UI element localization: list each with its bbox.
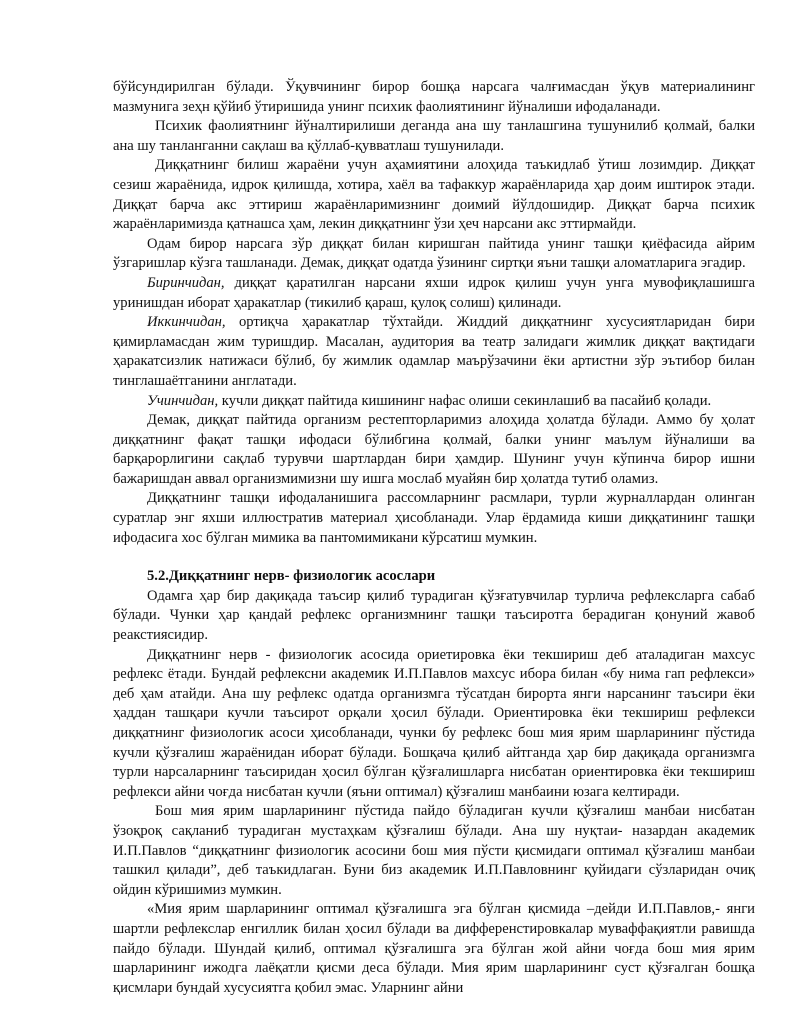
document-body bbox=[113, 78, 755, 998]
paragraph-7-rest: кучли диққат пайтида кишининг нафас олиши секинлашиб ва пасайиб қолади. bbox=[218, 392, 712, 409]
paragraph-1: бўйсундирилган бўлади. Ўқувчининг бирор бошқа нарсага чалғимасдан ўқув материалининг мазмунига зеҳн қўйиб ўтиришида унинг психик фаолиятининг йўналиши ифодаланади. bbox=[113, 79, 755, 115]
paragraph-5-rest: диққат қаратилган нарсани яхши идрок қилиш учун унга мувофиқлашишга уринишдан иборат ҳаракатлар (тикилиб қараш, қулоқ солиш) қилинади. bbox=[113, 274, 755, 311]
paragraph-5 bbox=[113, 274, 755, 313]
paragraph-2: Психик фаолиятнинг йўналтирилиши деганда ана шу танлашгина тушунилиб қолмай, балки ана шу танланганни сақлаш ва қўллаб-қувватлаш тушунилади. bbox=[113, 118, 755, 154]
paragraph-6-lead: Иккинчидан, bbox=[147, 314, 226, 331]
paragraph-8: Демак, диққат пайтида организм рестепторларимиз алоҳида ҳолатда бўлади. Аммо бу ҳолат диққатнинг фақат ташқи ифодаси бўлибгина қолмай, балки унинг маълум йўналиши ва барқарорлигини сақлаб турувчи шартлардан бири ҳамдир. Шунинг учун кўпинча бирор ишни бажаришдан аввал организмимизни шу ишга мослаб муайян бир ҳолатда тутиб оламиз. bbox=[113, 412, 755, 487]
paragraph-9: Диққатнинг ташқи ифодаланишига рассомларнинг расмлари, турли журналлардан олинган суратлар энг яхши иллюстратив материал ҳисобланади. Улар ёрдамида киши диққатининг ташқи ифодасига хос бўлган мимика ва пантомимикани кўрсатиш мумкин. bbox=[113, 490, 755, 546]
paragraph-7 bbox=[113, 392, 755, 412]
paragraph-10: Одамга ҳар бир дақиқада таъсир қилиб турадиган қўзғатувчилар турлича рефлексларга сабаб бўлади. Чунки ҳар қандай рефлекс организмнинг ташқи таъсиротга берадиган қонуний жавоб реакстиясидир. bbox=[113, 587, 755, 644]
paragraph-7-lead: Учинчидан, bbox=[147, 392, 219, 409]
paragraph-11: Диққатнинг нерв - физиологик асосида ориетировка ёки текшириш деб аталадиган махсус рефлекс ётади. Бундай рефлексни академик И.П.Павлов махсус ибора билан «бу нима гап рефлекси» деб ҳам атайди. Ана шу рефлекс одатда организмга тўсатдан бирорта янги нарсанинг таъсири ёки ҳаддан ташқари кучли таъсирот орқали ҳосил бўлади. Ориентировка ёки текшириш рефлекси диққатнинг физиологик асоси ҳисобланади, чунки бу рефлекс бош мия ярим шарларининг пўстида кучли қўзғалиш жараёнидан иборат бўлади. Бошқача қилиб айтганда ҳар бир дақиқада организмга турли нарсаларнинг таъсиридан ҳосил бўлган қўзғалишларга нисбатан ориентировка ёки текшириш рефлекси айни чоғда нисбатан кучли (яъни оптимал) қўзғалиш манбаини юзага келтиради. bbox=[113, 646, 755, 800]
paragraph-13: «Мия ярим шарларининг оптимал қўзғалишга эга бўлган қисмида –дейди И.П.Павлов,- янги шартли рефлекслар енгиллик билан ҳосил бўлади ва дифференстировкалар муваффақиятли равишда пайдо бўлади. Шундай қилиб, оптимал қўзғалишга эга бўлган жой айни чоғда бош мия ярим шарларининг ижодга лаёқатли қисми деса бўлади. Мия ярим шарларининг суст қўзғалган бошқа қисмлари бундай хусусиятга қобил эмас. Уларнинг айни bbox=[113, 901, 755, 996]
paragraph-4: Одам бирор нарсага зўр диққат билан киришган пайтида унинг ташқи қиёфасида айрим ўзгаришлар кўзга ташланади. Демак, диққат одатда ўзининг сиртқи яъни ташқи аломатларига эгадир. bbox=[113, 235, 755, 272]
paragraph-3: Диққатнинг билиш жараёни учун аҳамиятини алоҳида таъкидлаб ўтиш лозимдир. Диққат сезиш жараёнида, идрок қилишда, хотира, хаёл ва тафаккур жараёнларида ҳар доим иштирок этади. Диққат барча акс эттириш жараёнларимизнинг доимий йўлдошидир. Диққат барча психик жараёнларимизда қатнашса ҳам, лекин диққатнинг ўзи ҳеч нарсани акс эттирмайди. bbox=[113, 157, 755, 233]
paragraph-6 bbox=[113, 313, 755, 391]
paragraph-5-lead: Биринчидан, bbox=[147, 274, 225, 291]
paragraph-12: Бош мия ярим шарларининг пўстида пайдо бўладиган кучли қўзғалиш манбаи нисбатан ўзоқроқ сақланиб турадиган мустаҳкам қўзғалиш бўлади. Ана шу нуқтаи- назардан академик И.П.Павлов “диққатнинг физиологик асосини бош мия пўсти қисмидаги оптимал қўзғалиш манбаи ташкил қилади”, деб таъкидлаган. Буни биз академик И.П.Павловнинг қуйидаги сўзларидан очиқ ойдин кўришимиз мумкин. bbox=[113, 803, 755, 898]
paragraph-6-rest: ортиқча ҳаракатлар тўхтайди. Жиддий диққатнинг хусусиятларидан бири қимирламасдан жим туришдир. Масалан, аудитория ва театр залидаги жимлик диққат вақтидаги ҳаракатсизлик натижаси бўлиб, бу жимлик одамлар маърўзачини ёки артистни зўр эътибор билан тинглашаётганини англатади. bbox=[113, 314, 755, 389]
section-heading: 5.2.Диққатнинг нерв- физиологик асослари bbox=[147, 568, 436, 585]
